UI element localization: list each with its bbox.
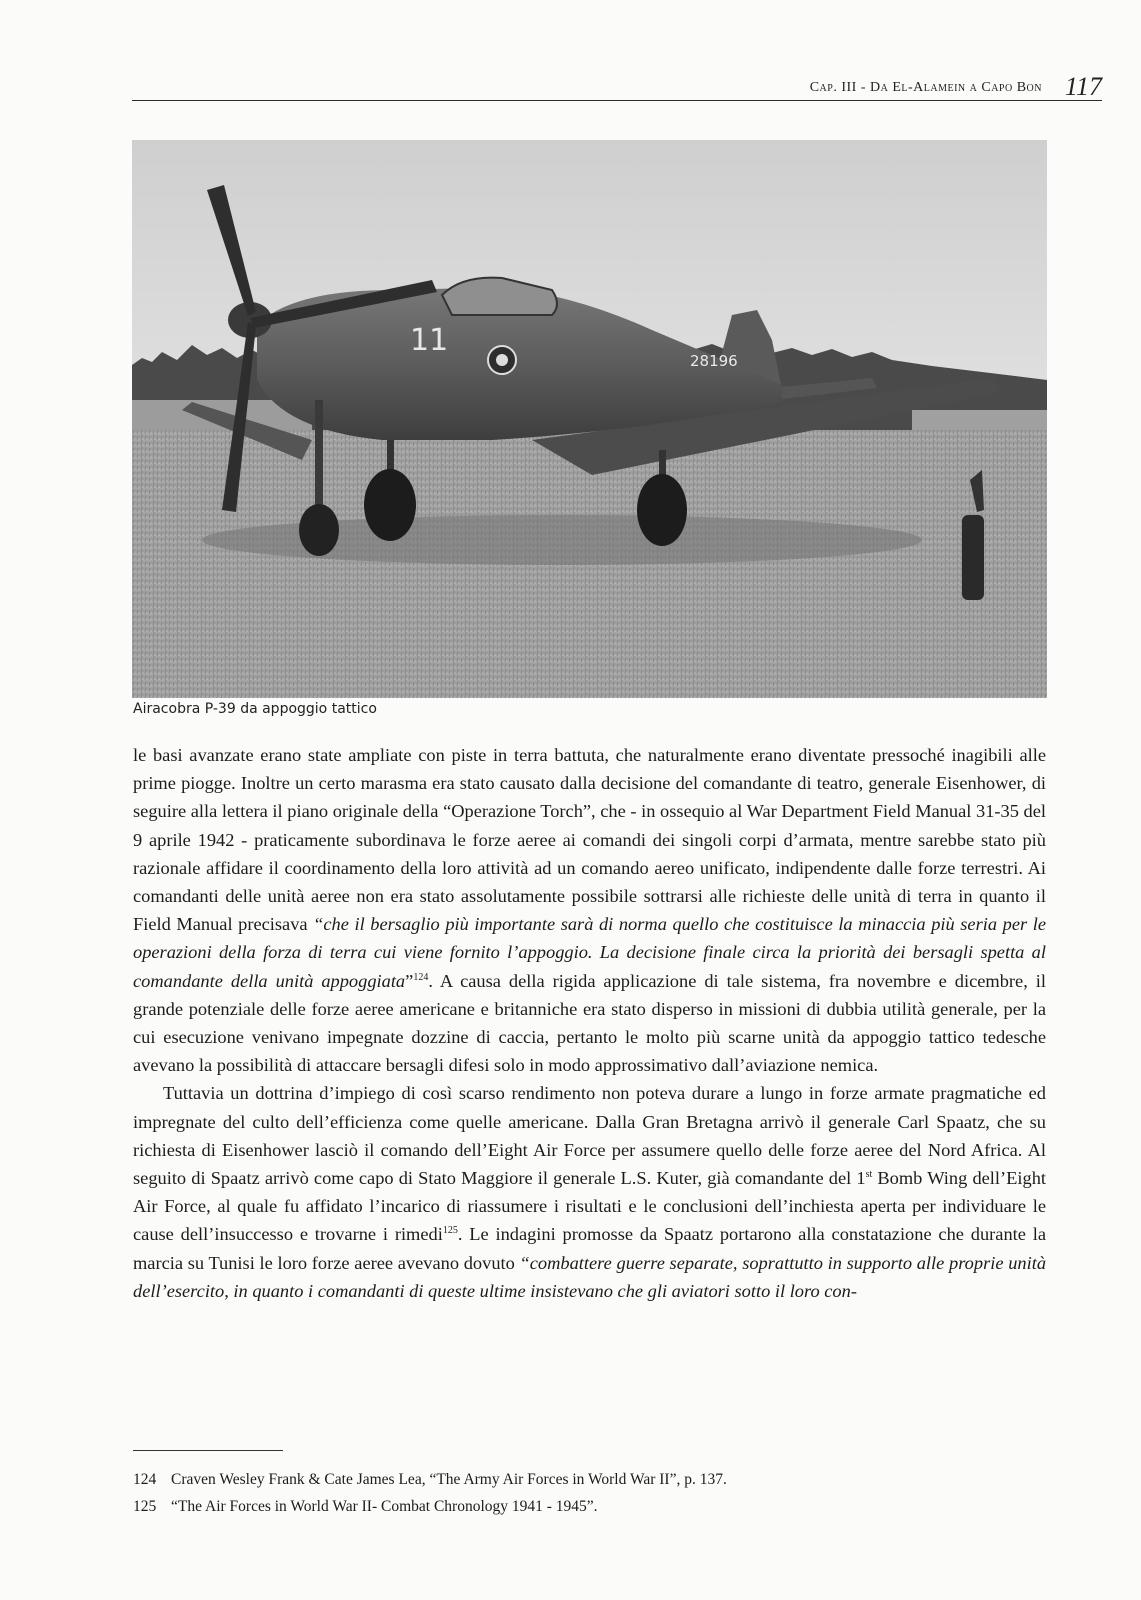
paragraph-2 xyxy=(133,1079,1046,1305)
paragraph-2-text-a: Tuttavia un dottrina d’impiego di così scarso rendimento non poteva durare a lungo in forze armate pragmatiche ed impregnate del culto dell’efficienza come quelle americane. Dalla Gran Bretagna arrivò il generale Carl Spaatz, che su richiesta di Eisenhower lasciò il comando dell’Eight Air Force per assumere quello delle forze aeree del Nord Africa. Al seguito di Spaatz arrivò come capo di Stato Maggiore il generale L.S. Kuter, già comandante del 1 xyxy=(133,1083,1046,1189)
footnote-number: 125 xyxy=(133,1498,157,1515)
footnote-item xyxy=(133,1493,1046,1520)
paragraph-1-quote-close: ” xyxy=(405,970,414,991)
aircraft-photo xyxy=(132,140,1047,698)
footnotes xyxy=(133,1466,1046,1520)
figure-caption: Airacobra P-39 da appoggio tattico xyxy=(133,701,377,717)
tail-number: 28196 xyxy=(690,352,738,370)
page-number: 117 xyxy=(1064,72,1102,101)
footnote-ref-124[interactable]: 124 xyxy=(413,971,429,983)
footnote-number: 124 xyxy=(133,1471,157,1488)
paragraph-1-quote: “che il bersaglio più importante sarà di norma quello che costituisce la minaccia più seria per le operazioni della forza di terra cui viene fornito l’appoggio. La decisione finale circa la priorità dei bersagli spetta al comandante della unità appoggiata xyxy=(133,914,1046,991)
paragraph-1 xyxy=(133,741,1046,1079)
chapter-name: Da El-Alamein a Capo Bon xyxy=(870,80,1042,95)
chapter-prefix: Cap. III - xyxy=(809,80,866,95)
superscript-st: st xyxy=(865,1169,873,1181)
footnote-text: Craven Wesley Frank & Cate James Lea, “The Army Air Forces in World War II”, p. 137. xyxy=(171,1471,727,1488)
paragraph-2-text-b: Bomb Wing dell’Eight Air Force, al quale fu affidato l’incarico di riassumere i risultati e le conclusioni dell’inchiesta aperta per individuare le cause dell’insuccesso e trovarne i rimedi xyxy=(133,1168,1046,1245)
footnote-item xyxy=(133,1466,1046,1493)
footnote-divider xyxy=(133,1450,283,1451)
body-text xyxy=(133,741,1046,1305)
footnote-ref-125[interactable]: 125 xyxy=(442,1225,458,1237)
paragraph-2-quote: “combattere guerre separate, soprattutto in supporto alle proprie unità dell’esercito, in quanto i comandanti di queste ultime insistevano che gli aviatori sotto il loro con- xyxy=(133,1252,1047,1301)
paragraph-2-text-c: . Le indagini promosse da Spaatz portarono alla constatazione che durante la marcia su Tunisi le loro forze aeree avevano dovuto xyxy=(133,1224,1046,1273)
paragraph-1-text-a: le basi avanzate erano state ampliate con piste in terra battuta, che naturalmente erano diventate pressoché inagibili alle prime piogge. Inoltre un certo marasma era stato causato dalla decisione del comandante di teatro, generale Eisenhower, di seguire alla lettera il piano originale della “Operazione Torch”, che - in ossequio al War Department Field Manual 31-35 del 9 aprile 1942 - praticamente subordinava le forze aeree ai comandi dei singoli corpi d’armata, mentre sarebbe stato più razionale affidare il coordinamento della loro attività ad un comando aereo unificato, indipendente dalle forze terrestri. Ai comandanti delle unità aeree non era stato assolutamente possibile sottrarsi alle richieste delle unità di terra in quanto il Field Manual precisava xyxy=(133,745,1046,935)
running-head xyxy=(132,70,1102,101)
fuselage-number: 11 xyxy=(410,323,449,358)
paragraph-1-text-b: . A causa della rigida applicazione di tale sistema, fra novembre e dicembre, il grande potenziale delle forze aeree americane e britanniche era stato disperso in missioni di dubbia utilità generale, per la cui esecuzione venivano impegnate dozzine di caccia, pertanto le molto più scarne unità da appoggio tattico tedesche avevano la possibilità di attaccare bersagli difesi solo in modo approssimativo dall’aviazione nemica. xyxy=(133,970,1046,1076)
chapter-title xyxy=(810,80,1042,96)
footnote-text: “The Air Forces in World War II- Combat Chronology 1941 - 1945”. xyxy=(171,1498,598,1515)
